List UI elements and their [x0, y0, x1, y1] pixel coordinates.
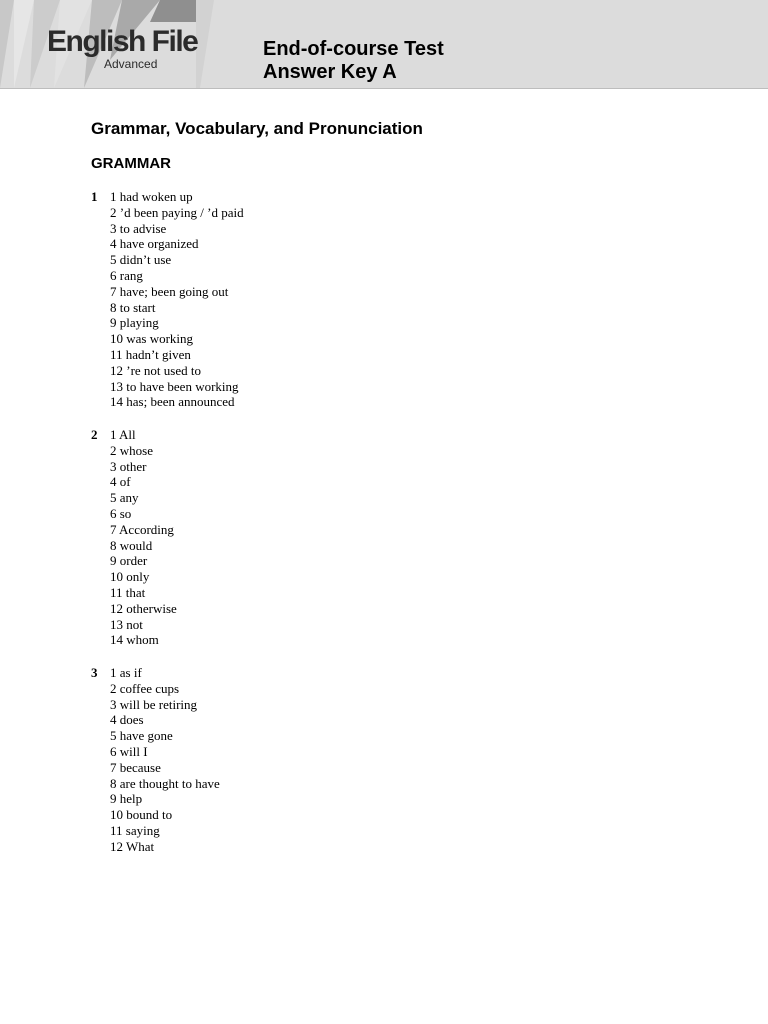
answer-item: 9 help [110, 791, 143, 807]
document-title-line-2: Answer Key A [263, 61, 397, 83]
answer-item: 2 coffee cups [110, 680, 180, 696]
answer-item: 5 any [110, 490, 139, 506]
answer-item: 1 as if [110, 665, 142, 680]
exercise-number: 1 [91, 189, 98, 204]
answer-item: 2 ’d been paying / ’d paid [110, 204, 244, 220]
answer-item: 3 will be retiring [110, 696, 198, 712]
answer-item: 7 because [110, 759, 161, 775]
answer-item: 4 of [110, 474, 131, 490]
answer-item: 10 bound to [110, 807, 173, 823]
subsection-title-grammar: GRAMMAR [91, 155, 171, 172]
answer-list [110, 189, 244, 410]
answer-item: 7 have; been going out [110, 283, 229, 299]
answer-item: 5 have gone [110, 728, 173, 744]
answer-item: 13 not [110, 616, 143, 632]
answer-item: 11 that [110, 584, 146, 600]
answer-item: 6 so [110, 505, 132, 521]
answer-item: 5 didn’t use [110, 252, 172, 268]
document-title-line-1: End-of-course Test [263, 38, 444, 60]
answer-item: 1 All [110, 427, 136, 442]
answer-item: 12 What [110, 838, 155, 854]
exercise-number: 2 [91, 427, 98, 442]
answer-item: 9 playing [110, 315, 159, 331]
section-title: Grammar, Vocabulary, and Pronunciation [91, 119, 423, 138]
answer-item: 8 to start [110, 299, 156, 315]
answer-item: 14 has; been announced [110, 394, 235, 410]
exercise-number: 3 [91, 665, 98, 680]
answer-item: 3 other [110, 458, 147, 474]
answer-item: 10 only [110, 569, 150, 585]
page-header [0, 0, 768, 88]
brand-logo-level: Advanced [104, 57, 158, 71]
answer-item: 9 order [110, 553, 148, 569]
brand-logo-title: English File [47, 25, 198, 58]
answer-item: 7 According [110, 521, 174, 537]
header-divider [0, 88, 768, 89]
answer-item: 12 otherwise [110, 600, 177, 616]
answer-item: 4 have organized [110, 236, 199, 252]
answer-item: 6 rang [110, 267, 143, 283]
answer-item: 2 whose [110, 442, 153, 458]
answer-item: 11 saying [110, 822, 160, 838]
answer-item: 10 was working [110, 331, 194, 347]
answer-item: 8 are thought to have [110, 775, 220, 791]
answer-item: 12 ’re not used to [110, 362, 201, 378]
answer-item: 1 had woken up [110, 189, 193, 204]
answer-item: 14 whom [110, 632, 159, 648]
answer-list [110, 427, 177, 648]
answer-item: 6 will I [110, 743, 148, 759]
answer-item: 11 hadn’t given [110, 346, 191, 362]
answer-list [110, 665, 220, 855]
document-title [263, 38, 444, 84]
answer-item: 13 to have been working [110, 378, 239, 394]
answer-item: 8 would [110, 537, 153, 553]
answer-item: 3 to advise [110, 220, 167, 236]
answer-item: 4 does [110, 712, 144, 728]
